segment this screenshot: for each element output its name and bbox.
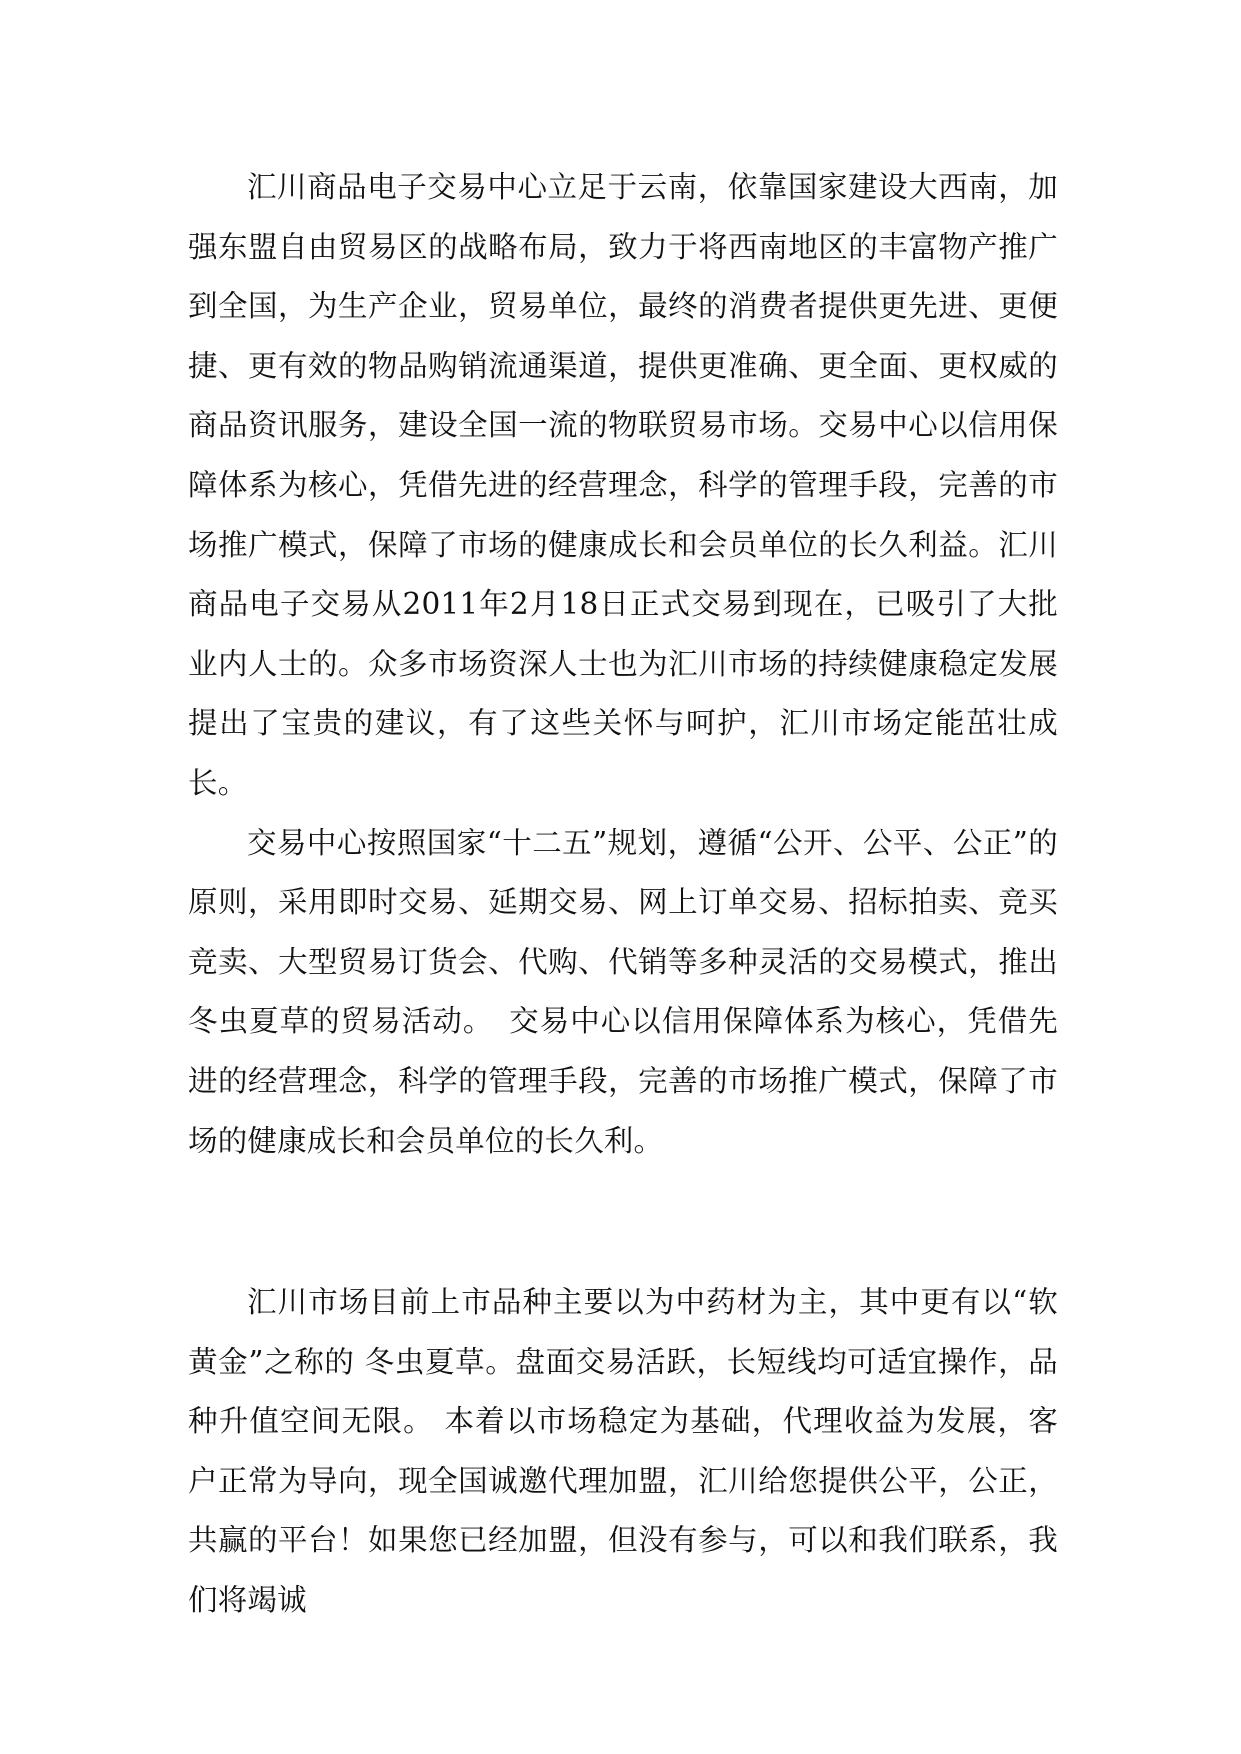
paragraph-agency-invitation: 汇川市场目前上市品种主要以为中药材为主，其中更有以“软黄金”之称的 冬虫夏草。盘面交易活跃，长短线均可适宜操作，品种升值空间无限。 本着以市场稳定为基础，代理收益为发展，客户正常为导向，现全国诚邀代理加盟，汇川给您提供公平，公正，共赢的平台！如果您已经加盟，但没有参与，可以和我们联系，我们将竭诚 xyxy=(188,1285,1058,1618)
paragraph-trading-modes: 交易中心按照国家“十二五”规划，遵循“公开、公平、公正”的原则，采用即时交易、延期交易、网上订单交易、招标拍卖、竞买竞卖、大型贸易订货会、代购、代销等多种灵活的交易模式，推出冬虫夏草的贸易活动。 交易中心以信用保障体系为核心，凭借先进的经营理念，科学的管理手段，完善的市场推广模式，保障了市场的健康成长和会员单位的长久利。 xyxy=(188,825,1058,1158)
paragraph-intro: 汇川商品电子交易中心立足于云南，依靠国家建设大西南，加强东盟自由贸易区的战略布局，致力于将西南地区的丰富物产推广到全国，为生产企业，贸易单位，最终的消费者提供更先进、更便捷、更有效的物品购销流通渠道，提供更准确、更全面、更权威的商品资讯服务，建设全国一流的物联贸易市场。交易中心以信用保障体系为核心，凭借先进的经营理念，科学的管理手段，完善的市场推广模式，保障了市场的健康成长和会员单位的长久利益。汇川商品电子交易从2011年2月18日正式交易到现在，已吸引了大批业内人士的。众多市场资深人士也为汇川市场的持续健康稳定发展提出了宝贵的建议，有了这些关怀与呵护，汇川市场定能茁壮成长。 xyxy=(188,170,1058,800)
document-page xyxy=(188,158,1058,1631)
